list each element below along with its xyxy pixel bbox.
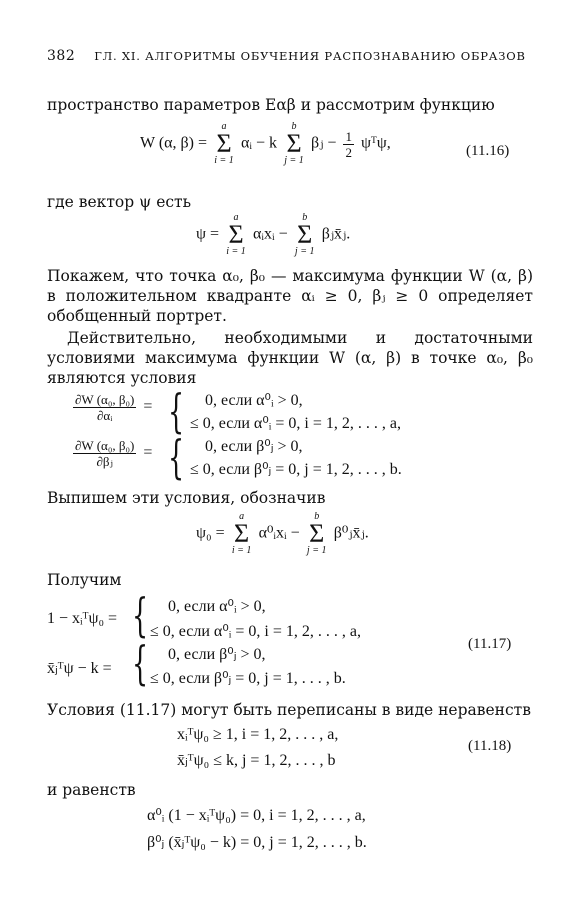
partial-alpha: $\frac{\text{∂W (α₀, β₀)}}{\text{∂αᵢ}}$ = xyxy=(75,392,153,423)
equation-number: (11.18) xyxy=(468,738,512,754)
eq2-mid: αᵢxᵢ − xyxy=(253,225,288,243)
sum-symbol: b Σ j = 1 xyxy=(284,121,304,166)
running-header xyxy=(47,48,526,64)
equation-number: (11.16) xyxy=(466,143,510,159)
ineq-row-1: xᵢᵀψ₀ ≥ 1, i = 1, 2, . . . , a, xyxy=(177,726,339,743)
equation-psi xyxy=(196,213,350,257)
eq1-mid: αᵢ − k xyxy=(241,134,278,152)
eq3-tail: β⁰ⱼx̄ⱼ. xyxy=(333,524,369,542)
paragraph-2: где вектор ψ есть xyxy=(47,193,192,211)
partial-beta: $\frac{\text{∂W (α₀, β₀)}}{\text{∂βⱼ}}$ = xyxy=(75,438,153,469)
paragraph-3: Покажем, что точка α₀, β₀ — максимума функции W (α, β) в положительном квадранте αᵢ ≥ 0, βⱼ ≥ 0 определяет обобщенный портрет. xyxy=(47,267,533,325)
cond2-lhs-2: x̄ⱼᵀψ − k = xyxy=(47,660,112,677)
eq2-tail: βⱼx̄ⱼ. xyxy=(321,225,351,243)
paragraph-8: и равенств xyxy=(47,781,136,799)
eqs-row-1: α⁰ᵢ (1 − xᵢᵀψ₀) = 0, i = 1, 2, . . . , a, xyxy=(147,807,366,824)
equation-psi0 xyxy=(196,512,369,556)
chapter-title: ГЛ. XI. АЛГОРИТМЫ ОБУЧЕНИЯ РАСПОЗНАВАНИЮ ОБРАЗОВ xyxy=(94,49,526,63)
eq1-tail2: ψᵀψ, xyxy=(360,134,391,152)
fraction-half: $\frac{1}{2}$ xyxy=(345,128,352,160)
eq1-lhs: W (α, β) = xyxy=(140,134,208,152)
cond2-row-2: ≤ 0, если α⁰ᵢ = 0, i = 1, 2, . . . , a, xyxy=(150,623,361,640)
equation-11-16 xyxy=(140,122,391,166)
paragraph-7: Условия (11.17) могут быть переписаны в виде неравенств xyxy=(47,701,531,719)
eq3-lhs: ψ₀ = xyxy=(196,524,225,542)
sum-symbol: a Σ i = 1 xyxy=(214,121,234,166)
paragraph-6: Получим xyxy=(47,571,122,589)
cond2-row-3: 0, если β⁰ⱼ > 0, xyxy=(168,646,266,663)
cond2-row-4: ≤ 0, если β⁰ⱼ = 0, j = 1, . . . , b. xyxy=(150,670,346,687)
eqs-row-2: β⁰ⱼ (x̄ⱼᵀψ₀ − k) = 0, j = 1, 2, . . . , b. xyxy=(147,834,367,851)
left-brace: { xyxy=(168,430,185,484)
eq2-lhs: ψ = xyxy=(196,225,220,243)
left-brace: { xyxy=(132,636,149,690)
cond2-row-1: 0, если α⁰ᵢ > 0, xyxy=(168,598,266,615)
cond-row-2: ≤ 0, если α⁰ᵢ = 0, i = 1, 2, . . . , a, xyxy=(190,415,401,432)
page-number: 382 xyxy=(47,48,76,64)
sum-symbol: b Σ j = 1 xyxy=(294,212,315,257)
sum-symbol: a Σ i = 1 xyxy=(231,511,252,556)
paragraph-1: пространство параметров Eαβ и рассмотрим функцию xyxy=(47,96,495,114)
cond-row-3: 0, если β⁰ⱼ > 0, xyxy=(205,438,303,455)
sum-symbol: b Σ j = 1 xyxy=(306,511,327,556)
ineq-row-2: x̄ⱼᵀψ₀ ≤ k, j = 1, 2, . . . , b xyxy=(177,752,336,769)
cond2-lhs-1: 1 − xᵢᵀψ₀ = xyxy=(47,610,118,627)
eq3-mid: α⁰ᵢxᵢ − xyxy=(258,524,300,542)
equation-number: (11.17) xyxy=(468,636,512,652)
paragraph-5: Выпишем эти условия, обозначив xyxy=(47,489,326,507)
left-brace: { xyxy=(168,384,185,438)
eq1-tail1: βⱼ − xyxy=(311,134,337,152)
paragraph-4: Действительно, необходимыми и достаточными условиями максимума функции W (α, β) в точке α₀, β₀ являются условия xyxy=(47,329,533,387)
cond-row-4: ≤ 0, если β⁰ⱼ = 0, j = 1, 2, . . . , b. xyxy=(190,461,402,478)
cond-row-1: 0, если α⁰ᵢ > 0, xyxy=(205,392,303,409)
sum-symbol: a Σ i = 1 xyxy=(226,212,246,257)
left-brace: { xyxy=(132,588,149,642)
